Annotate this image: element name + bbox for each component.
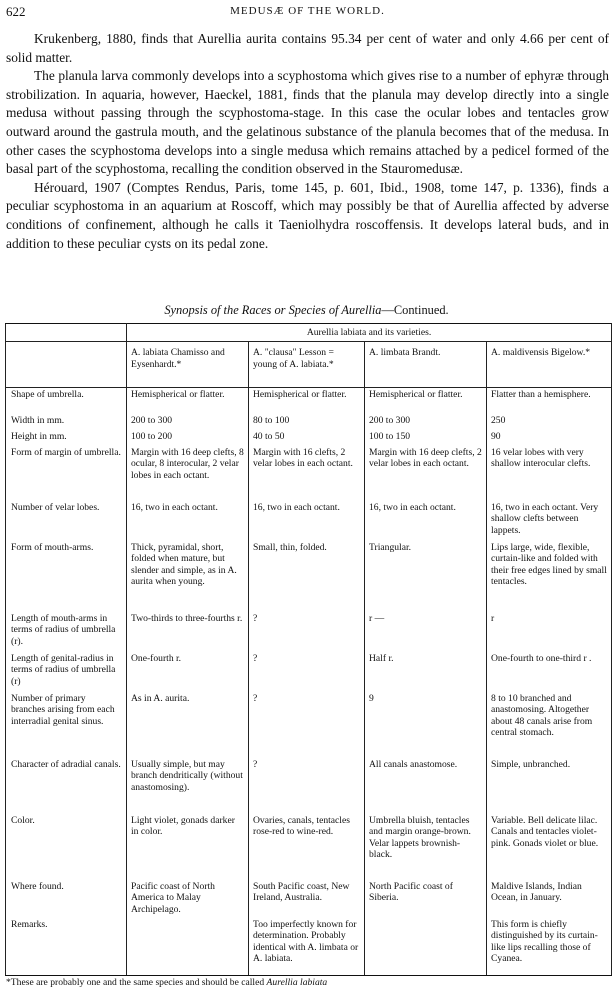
table-cell: 40 to 50 [249,430,365,446]
table-cell: Light violet, gonads darker in color. [127,814,249,880]
table-row [6,446,612,501]
row-label: Shape of umbrella. [6,388,127,414]
table-row [6,814,612,880]
table-cell: 100 to 200 [127,430,249,446]
body-text [6,30,609,253]
table-cell: Usually simple, but may branch dendritically (without anastomosing). [127,758,249,814]
table-cell: Thick, pyramidal, short, folded when mature, but slender and simple, as in A. aurita when young. [127,541,249,612]
row-label: Height in mm. [6,430,127,446]
table-cell: 90 [487,430,612,446]
table-cell: Two-thirds to three-fourths r. [127,612,249,652]
table-row [6,501,612,541]
table-cell: One-fourth to one-third r . [487,652,612,692]
table-cell: This form is chiefly distinguished by its curtain-like lips recalling those of Cyanea. [487,918,612,976]
table-cell: 8 to 10 branched and anastomosing. Altogether about 48 canals arise from central stomach. [487,692,612,758]
table-cell: Half r. [365,652,487,692]
row-label: Color. [6,814,127,880]
row-label: Remarks. [6,918,127,976]
table-cell: Margin with 16 deep clefts, 8 ocular, 8 interocular, 2 velar lobes in each octant. [127,446,249,501]
table-cell: Ovaries, canals, tentacles rose-red to wine-red. [249,814,365,880]
paragraph: Hérouard, 1907 (Comptes Rendus, Paris, tome 145, p. 601, Ibid., 1908, tome 147, p. 1336), finds a peculiar scyphostoma in an aquarium at Roscoff, which may possibly be that of Aurellia affected by adverse conditions of confinement, although he calls it Taeniolhydra roscoffensis. It develops lateral buds, and in addition to these peculiar cysts on its pedal zone. [6,179,609,251]
paragraph: The planula larva commonly develops into a scyphostoma which gives rise to a number of ephyræ through strobilization. In aquaria, however, Haeckel, 1881, finds that the planula may develop directly into a single medusa without passing through the scyphostoma-stage. In this case the ocular lobes and tentacles grow outward around the gastrula mouth, and the gelatinous substance of the planula becomes that of the medusa. In other cases the scyphostoma develops into a single medusa which remains attached by a pedicel formed of the basal part of the scyphostoma, recalling the condition observed in the Stauromedusæ. [6,68,609,177]
table-cell: Flatter than a hemisphere. [487,388,612,414]
table-cell: ? [249,612,365,652]
table-cell: Too imperfectly known for determination. Probably identical with A. limbata or A. labiata. [249,918,365,976]
table-group-header-row [6,324,612,342]
table-cell [127,918,249,976]
table-column-header: A. "clausa" Lesson = young of A. labiata.* [249,342,365,388]
table-column-header: A. labiata Chamisso and Eysenhardt.* [127,342,249,388]
table-row [6,430,612,446]
table-cell: ? [249,652,365,692]
table-cell: r — [365,612,487,652]
table-column-header: A. maldivensis Bigelow.* [487,342,612,388]
table-cell: 16, two in each octant. Very shallow clefts between lappets. [487,501,612,541]
row-label: Number of primary branches arising from each interradial genital sinus. [6,692,127,758]
table-cell: North Pacific coast of Siberia. [365,880,487,918]
table-cell: Umbrella bluish, tentacles and margin orange-brown. Velar lappets brownish-black. [365,814,487,880]
table-group-header: Aurellia labiata and its varieties. [127,324,612,342]
row-label: Length of mouth-arms in terms of radius of umbrella (r). [6,612,127,652]
table-row [6,612,612,652]
page-header [6,4,609,24]
row-label: Number of velar lobes. [6,501,127,541]
table-cell: 80 to 100 [249,414,365,430]
table-cell: 100 to 150 [365,430,487,446]
table-cell: r [487,612,612,652]
table-cell: Margin with 16 deep clefts, 2 velar lobes in each octant. [365,446,487,501]
page-number: 622 [6,4,26,19]
table-cell: South Pacific coast, New Ireland, Australia. [249,880,365,918]
table-cell: All canals anastomose. [365,758,487,814]
table-cell: Margin with 16 clefts, 2 velar lobes in each octant. [249,446,365,501]
table-cell: Hemispherical or flatter. [249,388,365,414]
table-cell: 16, two in each octant. [249,501,365,541]
table-row [6,918,612,976]
paragraph: Krukenberg, 1880, finds that Aurellia aurita contains 95.34 per cent of water and only 4.66 per cent of solid matter. [6,31,609,65]
table-row [6,758,612,814]
table-row [6,880,612,918]
table-row [6,652,612,692]
running-title: MEDUSÆ OF THE WORLD. [230,5,385,17]
table-cell: Maldive Islands, Indian Ocean, in January. [487,880,612,918]
row-label: Form of mouth-arms. [6,541,127,612]
table-cell: 200 to 300 [365,414,487,430]
table-cell: 16 velar lobes with very shallow interocular clefts. [487,446,612,501]
table-cell: One-fourth r. [127,652,249,692]
table-cell: 9 [365,692,487,758]
footnote-species: Aurellia labiata [266,977,328,988]
table-cell [365,918,487,976]
table-caption-title: Synopsis of the Races or Species of Aurellia [164,303,382,317]
table-row [6,692,612,758]
row-label: Where found. [6,880,127,918]
table-row [6,541,612,612]
row-label: Form of margin of umbrella. [6,446,127,501]
table-cell: Pacific coast of North America to Malay Archipelago. [127,880,249,918]
footnote-text: *These are probably one and the same species and should be called [6,977,267,988]
table-cell: As in A. aurita. [127,692,249,758]
table-row [6,414,612,430]
table-cell: ? [249,758,365,814]
table-cell: ? [249,692,365,758]
table-caption-continued: —Continued. [381,303,449,317]
table-cell: Hemispherical or flatter. [127,388,249,414]
table-column-header: A. limbata Brandt. [365,342,487,388]
table-cell: 16, two in each octant. [127,501,249,541]
row-label: Width in mm. [6,414,127,430]
row-label: Length of genital-radius in terms of radius of umbrella (r) [6,652,127,692]
synopsis-table [5,323,612,976]
table-cell: 250 [487,414,612,430]
table-cell: Small, thin, folded. [249,541,365,612]
table-cell: 16, two in each octant. [365,501,487,541]
table-row [6,388,612,414]
table-column-header-row [6,342,612,388]
table-cell: Hemispherical or flatter. [365,388,487,414]
table-corner-cell [6,342,127,388]
footnote [6,977,327,988]
table-cell: Triangular. [365,541,487,612]
table-caption [0,303,613,318]
table-cell: Lips large, wide, flexible, curtain-like and folded with their free edges lined by small tentacles. [487,541,612,612]
row-label: Character of adradial canals. [6,758,127,814]
table-cell: 200 to 300 [127,414,249,430]
table-cell: Variable. Bell delicate lilac. Canals and tentacles violet-pink. Gonads violet or blue. [487,814,612,880]
table-corner-cell [6,324,127,342]
table-cell: Simple, unbranched. [487,758,612,814]
